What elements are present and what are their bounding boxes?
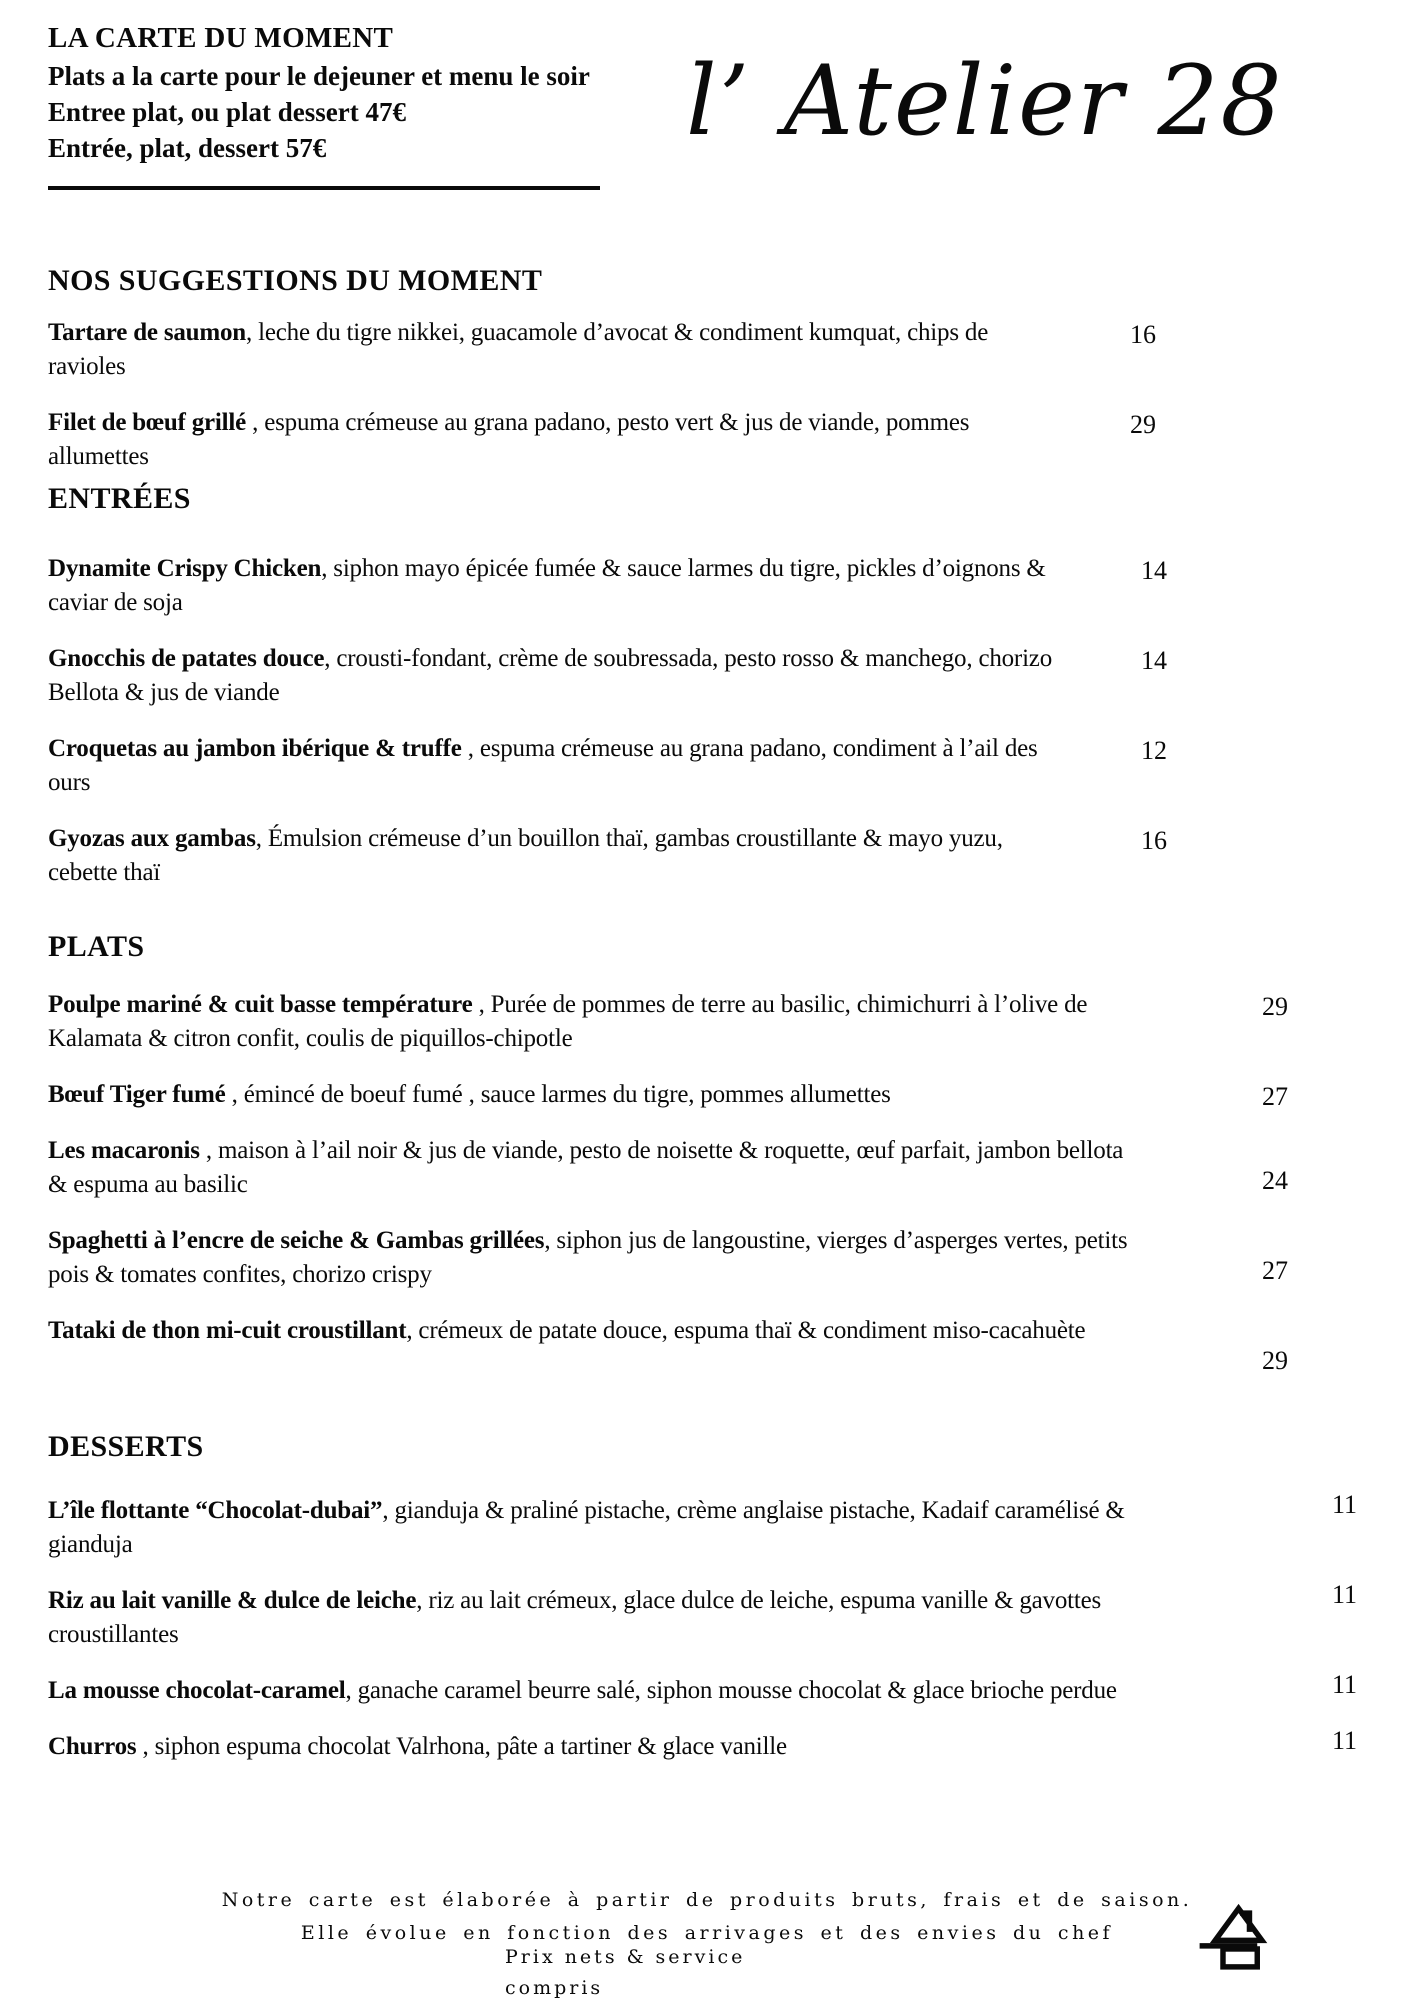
item-description: , gianduja & praliné pistache, crème anglaise pistache, Kadaif caramélisé & gianduja — [48, 1497, 1125, 1558]
item-price: 12 — [1141, 736, 1167, 765]
item-name: Tataki de thon mi-cuit croustillant — [48, 1317, 407, 1344]
item-price: 29 — [1130, 410, 1156, 439]
item-price: 27 — [1262, 1256, 1288, 1285]
item-name: Dynamite Crispy Chicken — [48, 555, 322, 582]
item-name: Tartare de saumon — [48, 319, 247, 346]
header-formula-1: Entree plat, ou plat dessert 47€ — [48, 97, 406, 127]
item-price: 16 — [1130, 320, 1156, 349]
menu-item — [48, 1314, 1384, 1375]
item-description: , leche du tigre nikkei, guacamole d’avocat & condiment kumquat, chips de ravioles — [48, 319, 989, 380]
item-description: , maison à l’ail noir & jus de viande, pesto de noisette & roquette, œuf parfait, jambon bellota & espuma au basilic — [48, 1137, 1124, 1198]
section-title-entrees: ENTRÉES — [48, 482, 191, 515]
item-description: , siphon espuma chocolat Valrhona, pâte a tartiner & glace vanille — [136, 1733, 787, 1760]
item-description: , espuma crémeuse au grana padano, pesto vert & jus de viande, pommes allumettes — [48, 409, 970, 470]
menu-item — [48, 1726, 1384, 1764]
item-name: Les macaronis — [48, 1137, 200, 1164]
header-divider — [48, 186, 600, 190]
menu-footer — [0, 1884, 1414, 1999]
item-price: 16 — [1141, 826, 1167, 855]
item-name: Gyozas aux gambas — [48, 825, 256, 852]
header-subtitle: Plats a la carte pour le dejeuner et menu le soir — [48, 61, 590, 91]
menu-item — [48, 1224, 1384, 1292]
item-description: , siphon mayo épicée fumée & sauce larmes du tigre, pickles d’oignons & caviar de soja — [48, 555, 1046, 616]
item-name: L’île flottante “Chocolat-dubai” — [48, 1497, 383, 1524]
menu-item — [48, 1078, 1384, 1112]
item-price: 14 — [1141, 556, 1167, 585]
section-title-desserts: DESSERTS — [48, 1430, 204, 1463]
menu-item — [48, 1670, 1384, 1708]
menu-header — [48, 18, 648, 190]
item-description: , riz au lait crémeux, glace dulce de leiche, espuma vanille & gavottes croustillantes — [48, 1587, 1102, 1648]
item-price: 27 — [1262, 1082, 1288, 1111]
menu-item — [48, 1134, 1384, 1202]
item-name: Spaghetti à l’encre de seiche & Gambas grillées — [48, 1227, 545, 1254]
menu-item — [48, 642, 1384, 710]
menu-item — [48, 822, 1384, 890]
menu-item — [48, 1580, 1384, 1652]
item-description: , siphon jus de langoustine, vierges d’asperges vertes, petits pois & tomates confites, chorizo crispy — [48, 1227, 1128, 1288]
item-description: , Purée de pommes de terre au basilic, chimichurri à l’olive de Kalamata & citron confit, coulis de piquillos-chipotle — [48, 991, 1088, 1052]
item-price: 11 — [1332, 1580, 1358, 1609]
item-description: , crousti-fondant, crème de soubressada, pesto rosso & manchego, chorizo Bellota & jus de viande — [48, 645, 1053, 706]
item-name: Filet de bœuf grillé — [48, 409, 247, 436]
section-title-plats: PLATS — [48, 930, 145, 963]
item-name: Poulpe mariné & cuit basse température — [48, 991, 473, 1018]
menu-item — [48, 316, 1384, 384]
menu-item — [48, 406, 1384, 474]
item-description: , Émulsion crémeuse d’un bouillon thaï, gambas croustillante & mayo yuzu, cebette thaï — [48, 825, 1003, 886]
item-price: 29 — [1262, 1346, 1288, 1375]
item-price: 11 — [1332, 1726, 1358, 1755]
item-price: 29 — [1262, 992, 1288, 1021]
page-title: LA CARTE DU MOMENT — [48, 22, 394, 54]
item-description: , ganache caramel beurre salé, siphon mousse chocolat & glace brioche perdue — [345, 1677, 1117, 1704]
menu-item — [48, 732, 1384, 800]
footer-prices-note: Prix nets & service compris — [505, 1946, 746, 1999]
item-description: , émincé de boeuf fumé , sauce larmes du tigre, pommes allumettes — [225, 1081, 891, 1108]
menu-item — [48, 988, 1384, 1056]
item-name: Bœuf Tiger fumé — [48, 1081, 226, 1108]
menu-item — [48, 1490, 1384, 1562]
header-formula-2: Entrée, plat, dessert 57€ — [48, 133, 327, 163]
item-name: Churros — [48, 1733, 137, 1760]
item-price: 24 — [1262, 1166, 1288, 1195]
item-price: 14 — [1141, 646, 1167, 675]
item-name: Gnocchis de patates douce — [48, 645, 325, 672]
item-price: 11 — [1332, 1490, 1358, 1519]
house-icon — [1198, 1896, 1276, 1970]
restaurant-logo: l’ Atelier 28 — [686, 45, 1284, 157]
section-desserts — [48, 1428, 1384, 1786]
footer-note: Notre carte est élaborée à partir de produits bruts, frais et de saison. Elle évolue en fonction des arrivages et des envies du chef — [221, 1889, 1193, 1944]
section-plats — [48, 928, 1384, 1375]
section-suggestions — [48, 262, 1384, 496]
item-description: , crémeux de patate douce, espuma thaï & condiment miso-cacahuète — [406, 1317, 1086, 1344]
menu-item — [48, 552, 1384, 620]
section-entrees — [48, 480, 1384, 912]
item-price: 11 — [1332, 1670, 1358, 1699]
item-name: La mousse chocolat-caramel — [48, 1677, 346, 1704]
section-title-suggestions: NOS SUGGESTIONS DU MOMENT — [48, 264, 543, 297]
item-name: Croquetas au jambon ibérique & truffe — [48, 735, 462, 762]
item-description: , espuma crémeuse au grana padano, condiment à l’ail des ours — [48, 735, 1038, 796]
item-name: Riz au lait vanille & dulce de leiche — [48, 1587, 417, 1614]
